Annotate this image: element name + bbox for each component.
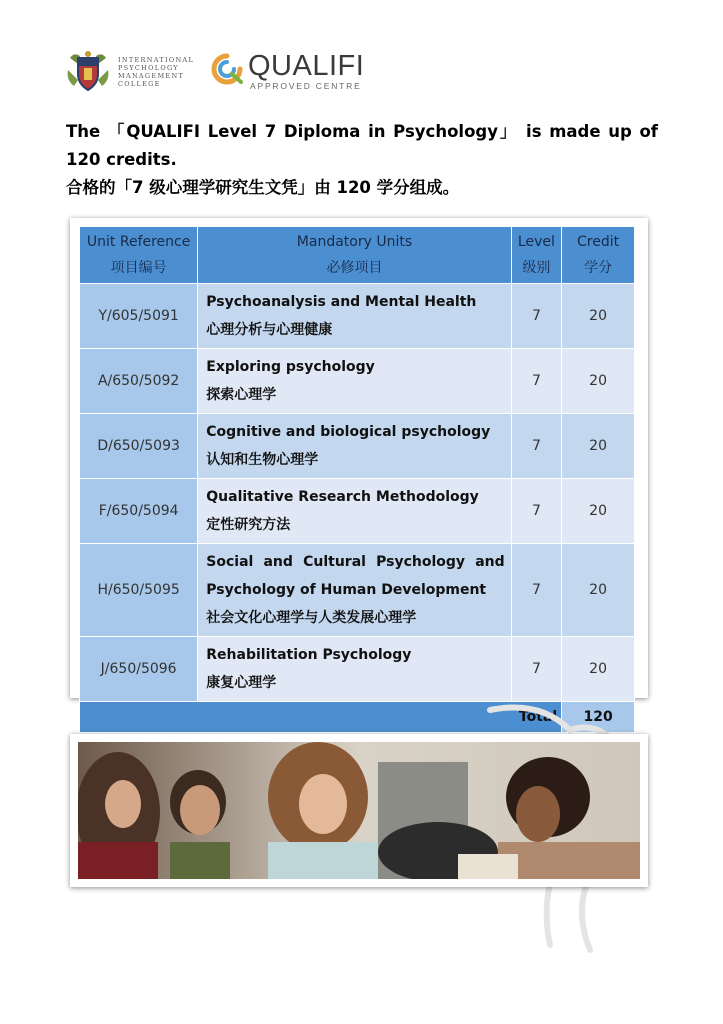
intro-text — [66, 118, 658, 202]
unit-ref: A/650/5092 — [80, 349, 198, 414]
qualifi-logo — [210, 50, 370, 94]
unit-title: Rehabilitation Psychology 康复心理学 — [198, 637, 511, 702]
unit-level: 7 — [511, 284, 562, 349]
unit-ref: J/650/5096 — [80, 637, 198, 702]
students-photo-card — [70, 734, 648, 887]
units-table — [79, 226, 635, 733]
unit-title: Social and Cultural Psychology and Psychology of Human Development 社会文化心理学与人类发展心理学 — [198, 544, 511, 637]
header-credit: Credit 学分 — [562, 227, 635, 284]
table-row — [80, 479, 635, 544]
unit-credit: 20 — [562, 544, 635, 637]
unit-credit: 20 — [562, 349, 635, 414]
unit-level: 7 — [511, 349, 562, 414]
table-row — [80, 637, 635, 702]
unit-credit: 20 — [562, 414, 635, 479]
intro-chinese: 合格的「7 级心理学研究生文凭」由 120 学分组成。 — [66, 178, 460, 197]
unit-level: 7 — [511, 637, 562, 702]
unit-ref: F/650/5094 — [80, 479, 198, 544]
ipmc-logo-text: INTERNATIONAL PSYCHOLOGY MANAGEMENT COLLEGE — [118, 56, 195, 88]
total-value: 120 — [562, 702, 635, 733]
qualifi-swirl-icon — [210, 52, 244, 86]
unit-credit: 20 — [562, 479, 635, 544]
units-table-card — [70, 218, 648, 725]
qualifi-name: QUALIFI — [248, 50, 365, 82]
unit-level: 7 — [511, 479, 562, 544]
unit-title: Psychoanalysis and Mental Health 心理分析与心理健康 — [198, 284, 511, 349]
students-photo — [78, 742, 640, 879]
unit-credit: 20 — [562, 284, 635, 349]
unit-title: Exploring psychology 探索心理学 — [198, 349, 511, 414]
crest-icon — [64, 50, 112, 94]
header-level: Level 级别 — [511, 227, 562, 284]
table-row — [80, 414, 635, 479]
unit-ref: Y/605/5091 — [80, 284, 198, 349]
unit-credit: 20 — [562, 637, 635, 702]
unit-level: 7 — [511, 544, 562, 637]
unit-title: Cognitive and biological psychology 认知和生物心理学 — [198, 414, 511, 479]
table-header-row — [80, 227, 635, 284]
table-row — [80, 284, 635, 349]
intro-english: The 「QUALIFI Level 7 Diploma in Psychology」 is made up of 120 credits. — [66, 122, 658, 169]
header-unit: Mandatory Units 必修项目 — [198, 227, 511, 284]
unit-ref: D/650/5093 — [80, 414, 198, 479]
ipmc-logo — [64, 50, 204, 94]
header-ref: Unit Reference 项目编号 — [80, 227, 198, 284]
unit-title: Qualitative Research Methodology 定性研究方法 — [198, 479, 511, 544]
table-row — [80, 349, 635, 414]
table-row — [80, 544, 635, 637]
unit-ref: H/650/5095 — [80, 544, 198, 637]
qualifi-subtitle: APPROVED CENTRE — [250, 81, 362, 91]
total-label: Total — [80, 702, 562, 733]
unit-level: 7 — [511, 414, 562, 479]
